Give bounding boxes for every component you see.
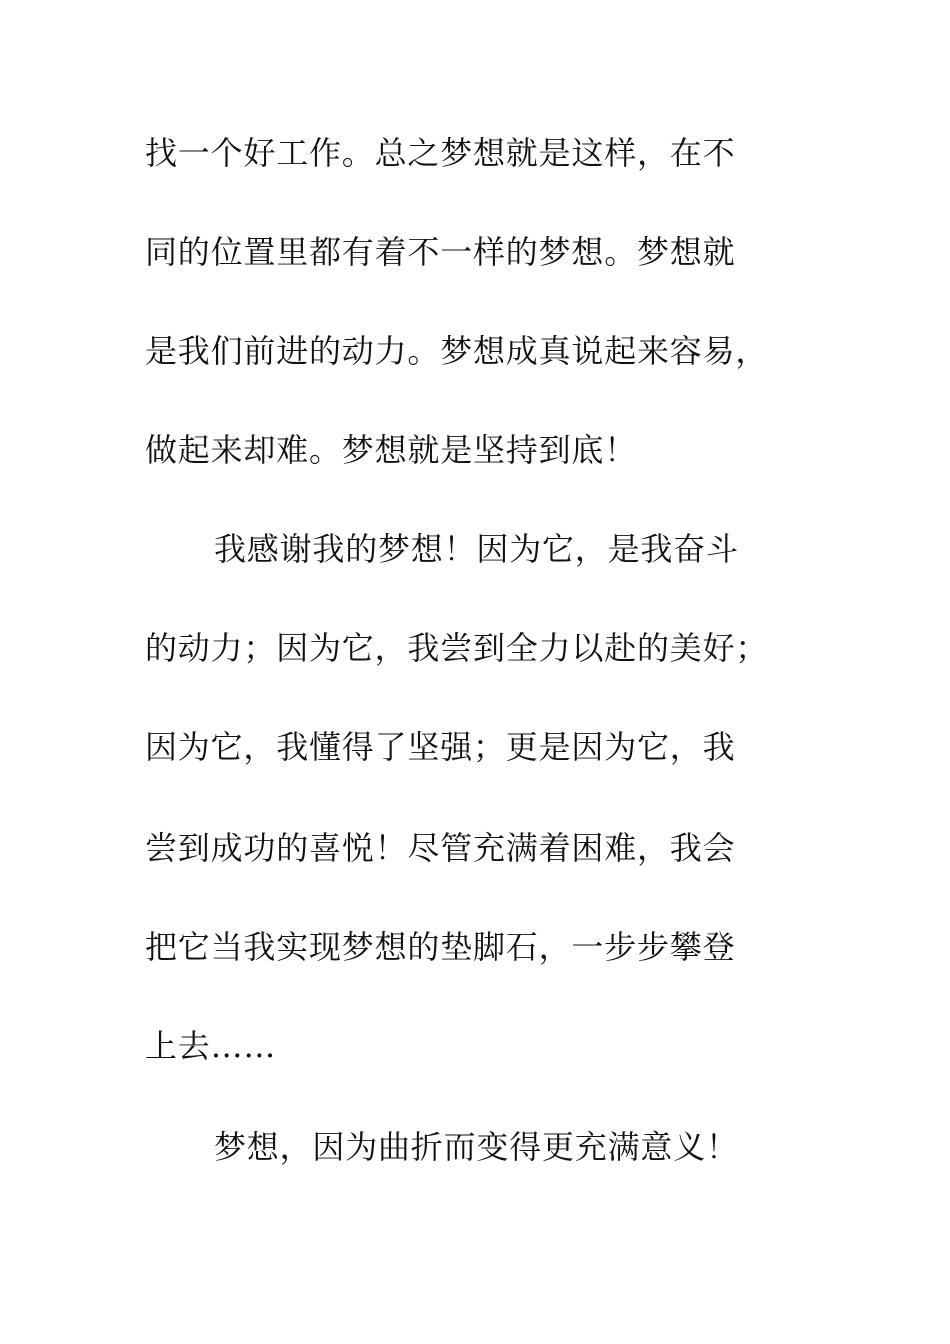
- paragraph-2-line-6: 上去……: [145, 1027, 277, 1065]
- text-line-2: 同的位置里都有着不一样的梦想。梦想就: [145, 233, 736, 271]
- text-line-4: 做起来却难。梦想就是坚持到底！: [145, 431, 638, 469]
- text-line-1: 找一个好工作。总之梦想就是这样，在不: [145, 134, 736, 172]
- paragraph-2-line-2: 的动力；因为它，我尝到全力以赴的美好；: [145, 629, 769, 667]
- paragraph-2-line-5: 把它当我实现梦想的垫脚石，一步步攀登: [145, 928, 736, 966]
- text-line-3: 是我们前进的动力。梦想成真说起来容易，: [145, 332, 769, 370]
- paragraph-2-line-1: 我感谢我的梦想！因为它，是我奋斗: [214, 530, 739, 568]
- paragraph-2-line-4: 尝到成功的喜悦！尽管充满着困难，我会: [145, 829, 736, 867]
- paragraph-2-line-3: 因为它，我懂得了坚强；更是因为它，我: [145, 728, 736, 766]
- closing-line: 梦想，因为曲折而变得更充满意义！: [214, 1128, 739, 1166]
